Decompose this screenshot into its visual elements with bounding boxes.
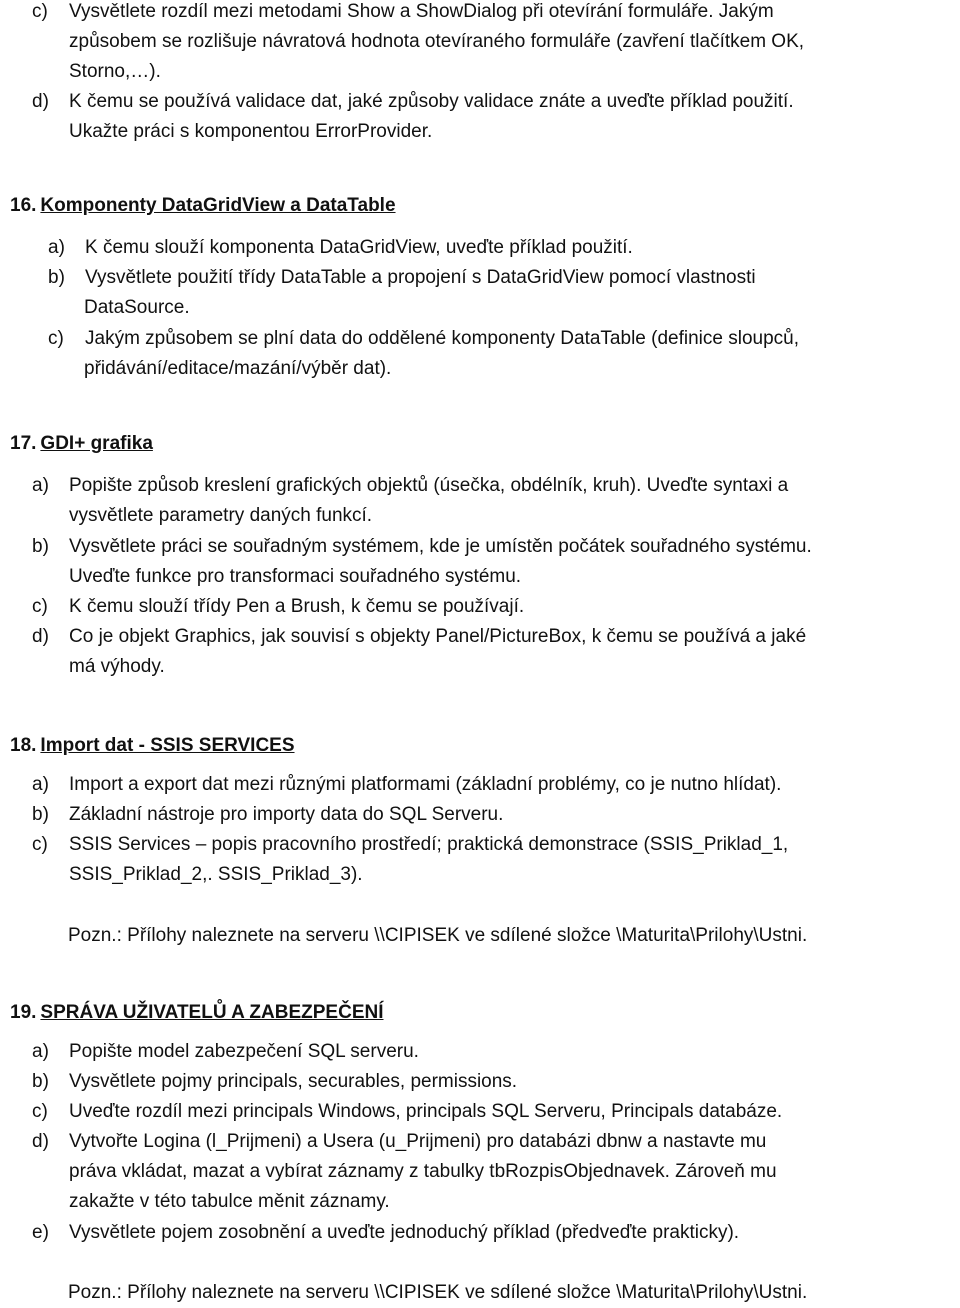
item-text: K čemu se používá validace dat, jaké způsoby validace znáte a uveďte příklad použití. — [69, 91, 794, 112]
question-item-b — [32, 532, 952, 562]
section-heading-18 — [10, 731, 295, 761]
item-text: Vysvětlete použití třídy DataTable a propojení s DataGridView pomocí vlastnosti — [85, 267, 756, 288]
item-letter: c) — [32, 1, 48, 22]
question-item-c — [32, 830, 952, 860]
item-text: Základní nástroje pro importy data do SQL Serveru. — [69, 804, 504, 825]
item-letter: a) — [32, 1041, 49, 1062]
item-text: SSIS Services – popis pracovního prostředí; praktická demonstrace (SSIS_Priklad_1, — [69, 834, 789, 855]
item-text-continuation: Uveďte funkce pro transformaci souřadného systému. — [69, 566, 522, 587]
section-heading-16 — [10, 191, 396, 221]
section-number: 18. — [10, 735, 37, 756]
item-text-continuation: DataSource. — [84, 297, 190, 318]
section-number: 17. — [10, 433, 37, 454]
item-text-continuation: přidávání/editace/mazání/výběr dat). — [84, 358, 392, 379]
item-letter: c) — [32, 596, 48, 617]
item-text-continuation: vysvětlete parametry daných funkcí. — [69, 505, 373, 526]
item-text: Uveďte rozdíl mezi principals Windows, principals SQL Serveru, Principals databáze. — [69, 1101, 783, 1122]
item-text: Popište model zabezpečení SQL serveru. — [69, 1041, 419, 1062]
item-text: Import a export dat mezi různými platformami (základní problémy, co je nutno hlídat). — [69, 774, 782, 795]
section-heading-19 — [10, 998, 384, 1028]
item-letter: a) — [32, 774, 49, 795]
item-text: Vytvořte Logina (l_Prijmeni) a Usera (u_Prijmeni) pro databázi dbnw a nastavte mu — [69, 1131, 767, 1152]
section-title: Import dat - SSIS SERVICES — [40, 735, 295, 756]
item-text: Vysvětlete práci se souřadným systémem, kde je umístěn počátek souřadného systému. — [69, 536, 812, 557]
section-number: 19. — [10, 1002, 37, 1023]
item-text-continuation: Ukažte práci s komponentou ErrorProvider. — [69, 121, 433, 142]
question-item-c — [32, 592, 952, 622]
item-letter: d) — [32, 91, 49, 112]
item-letter: c) — [48, 328, 64, 349]
item-text-continuation: práva vkládat, mazat a vybírat záznamy z tabulky tbRozpisObjednavek. Zároveň mu — [69, 1161, 777, 1182]
item-text-continuation: SSIS_Priklad_2,. SSIS_Priklad_3). — [69, 864, 363, 885]
item-text: Popište způsob kreslení grafických objektů (úsečka, obdélník, kruh). Uveďte syntaxi a — [69, 475, 789, 496]
section-number: 16. — [10, 195, 37, 216]
item-text-continuation: Storno,…). — [69, 61, 161, 82]
question-item-e — [32, 1218, 952, 1248]
item-text-continuation: způsobem se rozlišuje návratová hodnota otevíraného formuláře (zavření tlačítkem OK, — [69, 31, 805, 52]
item-letter: e) — [32, 1222, 49, 1243]
section-title: GDI+ grafika — [40, 433, 153, 454]
item-text: Vysvětlete pojem zosobnění a uveďte jednoduchý příklad (předveďte prakticky). — [69, 1222, 740, 1243]
item-text: Co je objekt Graphics, jak souvisí s objekty Panel/PictureBox, k čemu se používá a jaké — [69, 626, 807, 647]
item-text-continuation: zakažte v této tabulce měnit záznamy. — [69, 1191, 390, 1212]
item-text: Jakým způsobem se plní data do oddělené komponenty DataTable (definice sloupců, — [85, 328, 799, 349]
question-item-d — [32, 87, 952, 117]
item-letter: b) — [32, 804, 49, 825]
item-letter: c) — [32, 834, 48, 855]
question-item-c — [32, 1097, 952, 1127]
note-text: Pozn.: Přílohy naleznete na serveru \\CIPISEK ve sdílené složce \Maturita\Prilohy\Ustni. — [68, 1282, 808, 1303]
item-letter: b) — [48, 267, 65, 288]
question-item-c — [32, 0, 952, 27]
item-text: K čemu slouží komponenta DataGridView, uveďte příklad použití. — [85, 237, 633, 258]
item-text: Vysvětlete rozdíl mezi metodami Show a ShowDialog při otevírání formuláře. Jakým — [69, 1, 774, 22]
item-letter: c) — [32, 1101, 48, 1122]
question-item-a — [32, 1037, 952, 1067]
question-item-b — [32, 1067, 952, 1097]
note-text: Pozn.: Přílohy naleznete na serveru \\CIPISEK ve sdílené složce \Maturita\Prilohy\Ustni. — [68, 925, 808, 946]
item-letter: a) — [32, 475, 49, 496]
section-title: SPRÁVA UŽIVATELŮ A ZABEZPEČENÍ — [40, 1002, 384, 1023]
question-item-a — [48, 233, 960, 263]
section-heading-17 — [10, 429, 153, 459]
item-letter: d) — [32, 626, 49, 647]
question-item-c — [48, 324, 960, 354]
item-text-continuation: má výhody. — [69, 656, 165, 677]
section-title: Komponenty DataGridView a DataTable — [40, 195, 396, 216]
question-item-a — [32, 471, 952, 501]
item-letter: d) — [32, 1131, 49, 1152]
item-letter: b) — [32, 1071, 49, 1092]
question-item-a — [32, 770, 952, 800]
item-letter: b) — [32, 536, 49, 557]
item-letter: a) — [48, 237, 65, 258]
question-item-b — [48, 263, 960, 293]
question-item-d — [32, 1127, 952, 1157]
question-item-d — [32, 622, 952, 652]
item-text: K čemu slouží třídy Pen a Brush, k čemu se používají. — [69, 596, 525, 617]
item-text: Vysvětlete pojmy principals, securables, permissions. — [69, 1071, 518, 1092]
question-item-b — [32, 800, 952, 830]
